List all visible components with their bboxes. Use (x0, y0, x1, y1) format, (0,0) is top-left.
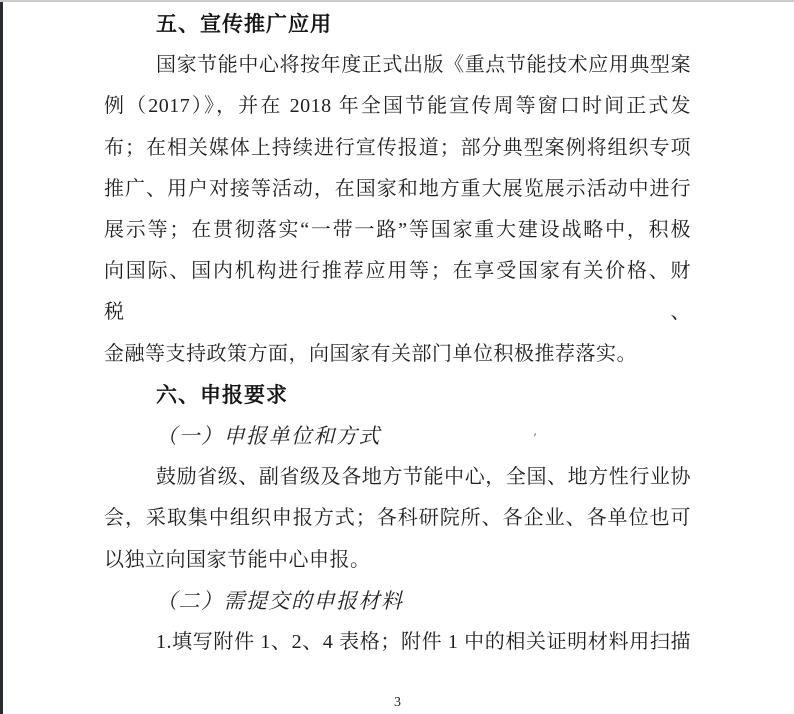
page-number: 3 (394, 695, 401, 711)
scan-artifact-mark: ′ (533, 430, 536, 446)
paragraph-line: 国家节能中心将按年度正式出版《重点节能技术应用典型案 (156, 54, 691, 77)
subsection-heading-2: （二）需提交的申报材料 (156, 588, 404, 613)
paragraph-line: 推广、用户对接等活动，在国家和地方重大展览展示活动中进行 (104, 177, 691, 200)
paragraph-line: 1.填写附件 1、2、4 表格；附件 1 中的相关证明材料用扫描 (156, 631, 691, 654)
section-heading-5: 五、宣传推广应用 (156, 13, 332, 36)
paragraph-line: 例（2017）》，并在 2018 年全国节能宣传周等窗口时间正式发 (104, 95, 691, 118)
paragraph-line: 展示等；在贯彻落实“一带一路”等国家重大建设战略中，积极 (104, 219, 691, 242)
subsection-heading-1 (104, 416, 691, 457)
paragraph-line: 金融等支持政策方面，向国家有关部门单位积极推荐落实。 (104, 342, 637, 365)
paragraph-line: 会，采取集中组织申报方式；各科研院所、各企业、各单位也可 (104, 507, 691, 530)
paragraph-line: 鼓励省级、副省级及各地方节能中心，全国、地方性行业协 (156, 466, 691, 489)
paragraph-line: 布；在相关媒体上持续进行宣传报道；部分典型案例将组织专项 (104, 136, 691, 159)
paragraph-line: 以独立向国家节能中心申报。 (104, 548, 371, 571)
subsection-heading-text: （一）申报单位和方式 (156, 424, 381, 449)
section-heading-6: 六、申报要求 (156, 383, 288, 407)
paragraph-line: 向国际、国内机构进行推荐应用等；在享受国家有关价格、财税、 (104, 260, 691, 324)
